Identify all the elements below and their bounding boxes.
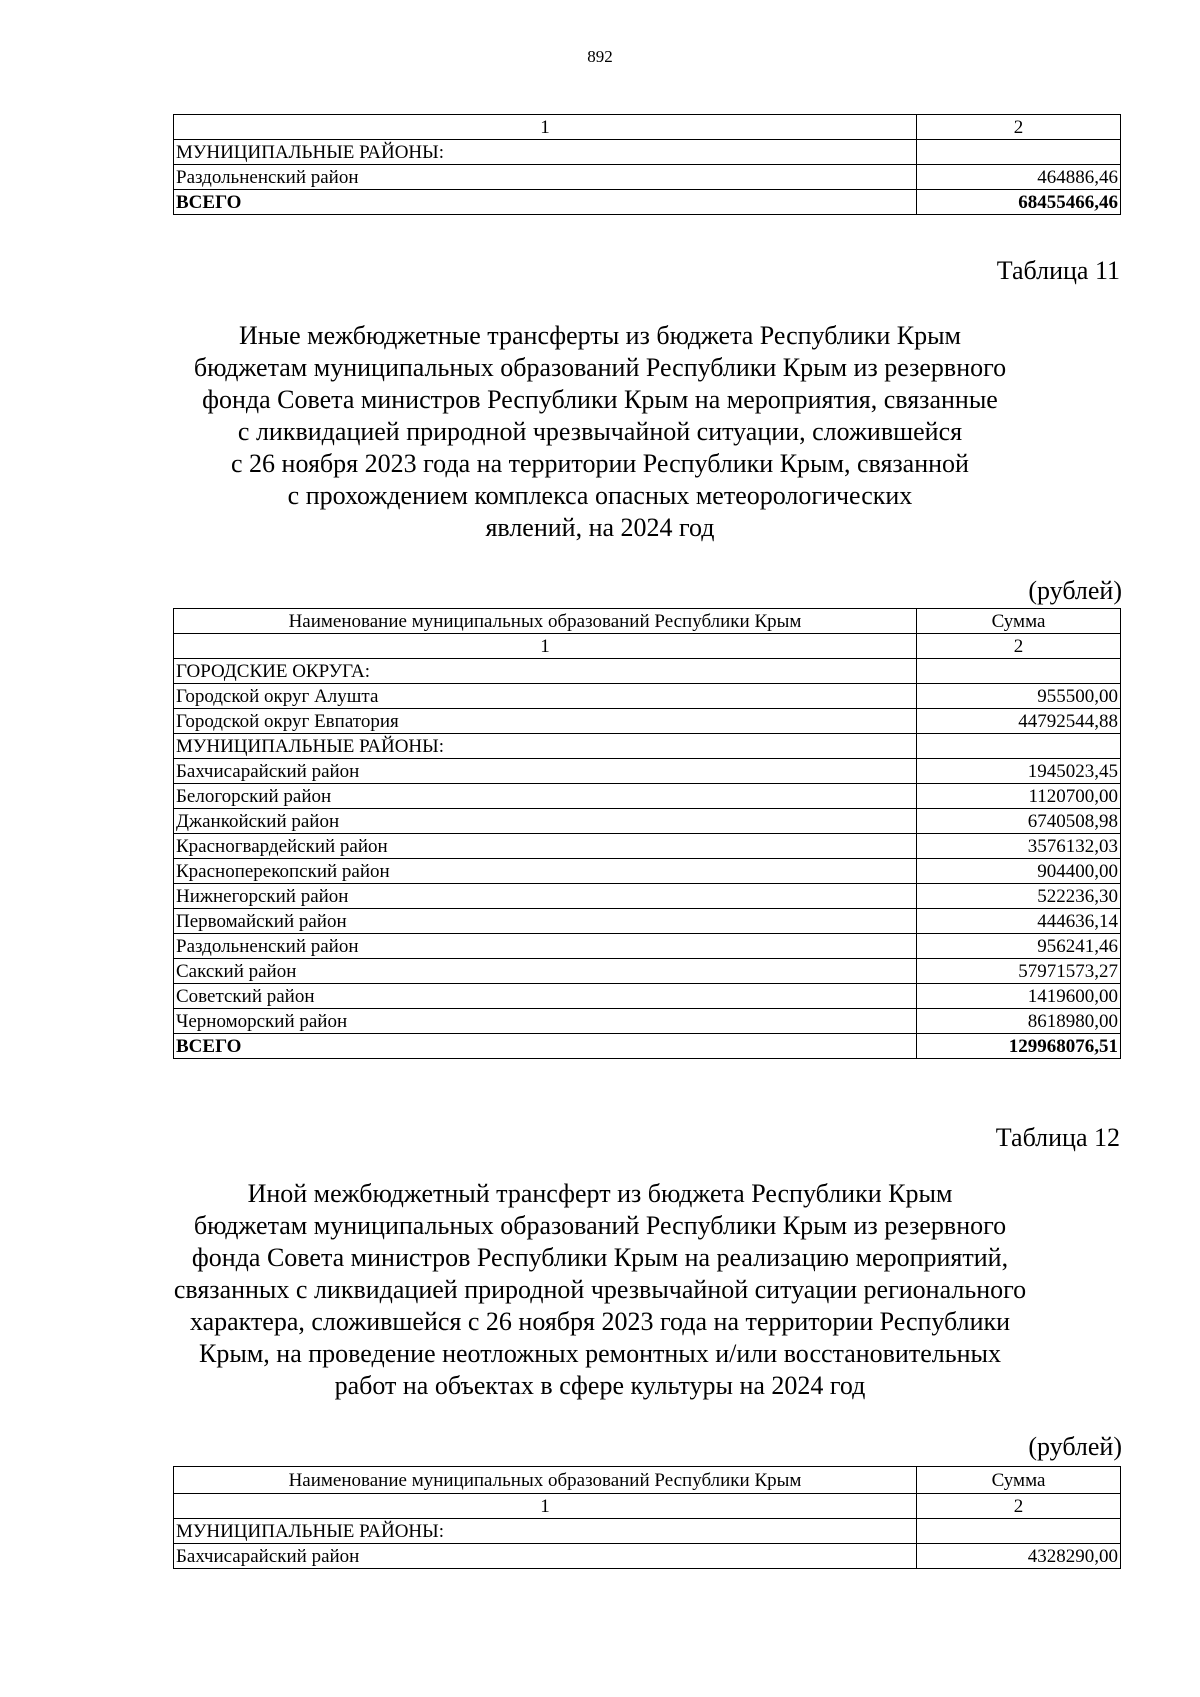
- row-name: МУНИЦИПАЛЬНЫЕ РАЙОНЫ:: [174, 140, 917, 165]
- row-name: ГОРОДСКИЕ ОКРУГА:: [174, 659, 917, 684]
- row-name: Городской округ Евпатория: [174, 709, 917, 734]
- table-row: [174, 984, 1121, 1009]
- table-row: [174, 684, 1121, 709]
- table-row: [174, 140, 1121, 165]
- row-name: Белогорский район: [174, 784, 917, 809]
- header-name: Наименование муниципальных образований Республики Крым: [174, 1467, 917, 1494]
- row-name: Черноморский район: [174, 1009, 917, 1034]
- table11-caption: Таблица 11: [996, 256, 1120, 285]
- row-amount: [917, 1519, 1121, 1544]
- column-number-2: 2: [917, 634, 1121, 659]
- row-amount: 444636,14: [917, 909, 1121, 934]
- header-name: Наименование муниципальных образований Республики Крым: [174, 609, 917, 634]
- row-name: МУНИЦИПАЛЬНЫЕ РАЙОНЫ:: [174, 734, 917, 759]
- table-row: [174, 659, 1121, 684]
- row-name: Раздольненский район: [174, 934, 917, 959]
- row-name: МУНИЦИПАЛЬНЫЕ РАЙОНЫ:: [174, 1519, 917, 1544]
- table-row: [174, 709, 1121, 734]
- total-row: [174, 190, 1121, 215]
- column-number-1: 1: [174, 1494, 917, 1519]
- total-amount: 68455466,46: [917, 190, 1121, 215]
- row-amount: 8618980,00: [917, 1009, 1121, 1034]
- row-amount: 1120700,00: [917, 784, 1121, 809]
- table-row: [174, 784, 1121, 809]
- column-number-2: 2: [917, 1494, 1121, 1519]
- row-name: Первомайский район: [174, 909, 917, 934]
- column-number-row: [174, 115, 1121, 140]
- table11-title: [150, 320, 1050, 544]
- row-amount: 904400,00: [917, 859, 1121, 884]
- title-line: с прохождением комплекса опасных метеорологических: [287, 481, 913, 510]
- title-line: бюджетам муниципальных образований Республики Крым из резервного: [193, 1211, 1007, 1240]
- title-line: явлений, на 2024 год: [485, 513, 715, 542]
- table12: [173, 1466, 1121, 1569]
- title-line: фонда Совета министров Республики Крым на мероприятия, связанные: [202, 385, 998, 414]
- header-row: [174, 609, 1121, 634]
- column-number-1: 1: [174, 115, 917, 140]
- table-row: [174, 859, 1121, 884]
- row-name: Джанкойский район: [174, 809, 917, 834]
- header-row: [174, 1467, 1121, 1494]
- table-row: [174, 959, 1121, 984]
- table12-title: [150, 1178, 1050, 1402]
- row-amount: [917, 659, 1121, 684]
- row-name: Сакский район: [174, 959, 917, 984]
- row-name: Бахчисарайский район: [174, 1544, 917, 1569]
- row-amount: 956241,46: [917, 934, 1121, 959]
- title-line: фонда Совета министров Республики Крым на реализацию мероприятий,: [191, 1243, 1009, 1272]
- title-line: характера, сложившейся с 26 ноября 2023 года на территории Республики: [189, 1307, 1011, 1336]
- total-label: ВСЕГО: [174, 1034, 917, 1059]
- row-name: Красноперекопский район: [174, 859, 917, 884]
- table11: [173, 608, 1121, 1059]
- row-amount: 955500,00: [917, 684, 1121, 709]
- title-line: бюджетам муниципальных образований Республики Крым из резервного: [193, 353, 1007, 382]
- row-amount: 1945023,45: [917, 759, 1121, 784]
- table-row: [174, 809, 1121, 834]
- table12-caption: Таблица 12: [995, 1123, 1120, 1152]
- column-number-row: [174, 1494, 1121, 1519]
- page-number: 892: [587, 47, 613, 66]
- title-line: Иной межбюджетный трансферт из бюджета Республики Крым: [247, 1179, 953, 1208]
- row-name: Бахчисарайский район: [174, 759, 917, 784]
- title-line: с ликвидацией природной чрезвычайной ситуации, сложившейся: [237, 417, 963, 446]
- row-name: Советский район: [174, 984, 917, 1009]
- total-amount: 129968076,51: [917, 1034, 1121, 1059]
- header-amount: Сумма: [917, 1467, 1121, 1494]
- title-line: Иные межбюджетные трансферты из бюджета Республики Крым: [238, 321, 961, 350]
- title-line: связанных с ликвидацией природной чрезвычайной ситуации регионального: [173, 1275, 1027, 1304]
- continued-table: [173, 114, 1121, 215]
- row-amount: 464886,46: [917, 165, 1121, 190]
- table-row: [174, 759, 1121, 784]
- row-name: Нижнегорский район: [174, 884, 917, 909]
- total-label: ВСЕГО: [174, 190, 917, 215]
- table-row: [174, 734, 1121, 759]
- row-name: Раздольненский район: [174, 165, 917, 190]
- table-row: [174, 1009, 1121, 1034]
- table-row: [174, 934, 1121, 959]
- total-row: [174, 1034, 1121, 1059]
- row-amount: [917, 140, 1121, 165]
- table11-unit: (рублей): [1028, 576, 1122, 605]
- table-row: [174, 1544, 1121, 1569]
- row-name: Красногвардейский район: [174, 834, 917, 859]
- row-amount: 6740508,98: [917, 809, 1121, 834]
- title-line: работ на объектах в сфере культуры на 2024 год: [334, 1371, 866, 1400]
- row-amount: 522236,30: [917, 884, 1121, 909]
- column-number-row: [174, 634, 1121, 659]
- row-name: Городской округ Алушта: [174, 684, 917, 709]
- row-amount: 1419600,00: [917, 984, 1121, 1009]
- title-line: с 26 ноября 2023 года на территории Республики Крым, связанной: [231, 449, 969, 478]
- title-line: Крым, на проведение неотложных ремонтных и/или восстановительных: [199, 1339, 1001, 1368]
- header-amount: Сумма: [917, 609, 1121, 634]
- table-row: [174, 165, 1121, 190]
- row-amount: 4328290,00: [917, 1544, 1121, 1569]
- row-amount: 3576132,03: [917, 834, 1121, 859]
- row-amount: 57971573,27: [917, 959, 1121, 984]
- table-row: [174, 1519, 1121, 1544]
- table-row: [174, 884, 1121, 909]
- column-number-1: 1: [174, 634, 917, 659]
- column-number-2: 2: [917, 115, 1121, 140]
- table-row: [174, 909, 1121, 934]
- table12-unit: (рублей): [1028, 1432, 1122, 1461]
- row-amount: [917, 734, 1121, 759]
- row-amount: 44792544,88: [917, 709, 1121, 734]
- table-row: [174, 834, 1121, 859]
